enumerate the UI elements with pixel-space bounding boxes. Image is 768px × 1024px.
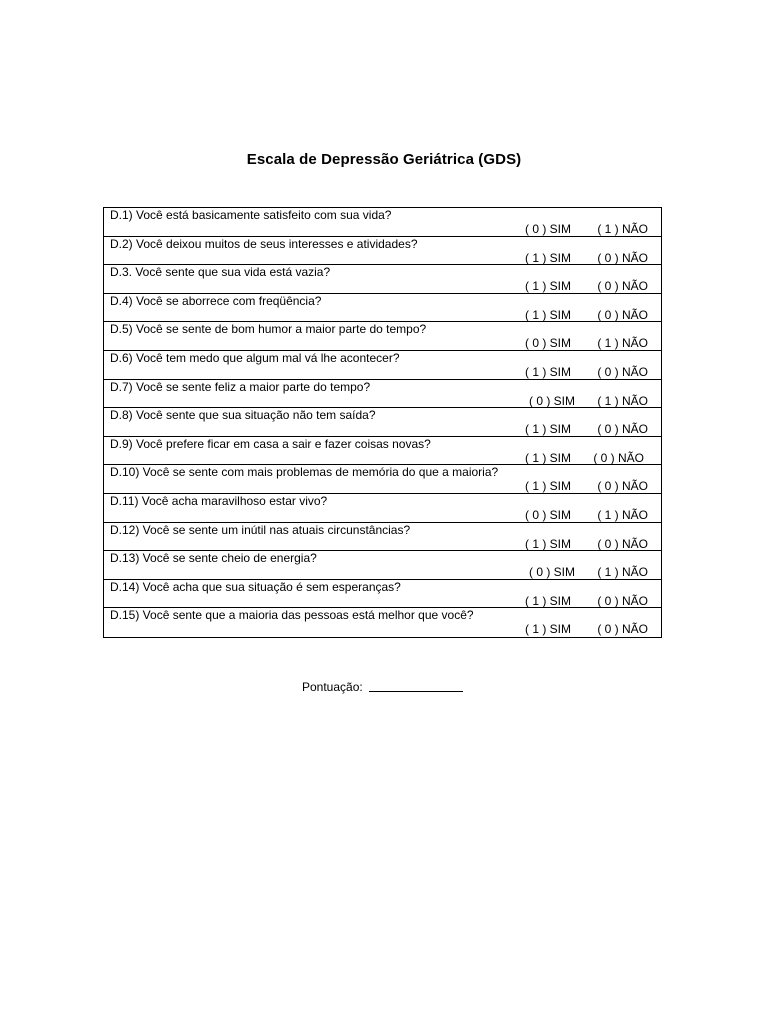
question-row <box>104 322 661 351</box>
question-text: D.1) Você está basicamente satisfeito com sua vida? <box>110 208 392 222</box>
answer-nao[interactable]: ( 0 ) NÃO <box>597 307 648 322</box>
question-text: D.3. Você sente que sua vida está vazia? <box>110 265 331 280</box>
answer-sim[interactable]: ( 1 ) SIM <box>524 307 571 322</box>
question-row <box>104 265 661 294</box>
answer-nao[interactable]: ( 0 ) NÃO <box>593 450 644 465</box>
score-line <box>302 680 463 694</box>
answer-sim[interactable]: ( 0 ) SIM <box>528 393 575 408</box>
answer-nao[interactable]: ( 1 ) NÃO <box>597 507 648 522</box>
question-row <box>104 351 661 380</box>
question-row <box>104 608 661 637</box>
answer-nao[interactable]: ( 1 ) NÃO <box>597 222 648 236</box>
question-row <box>104 465 661 494</box>
answer-nao[interactable]: ( 0 ) NÃO <box>597 536 648 551</box>
answer-sim[interactable]: ( 1 ) SIM <box>524 536 571 551</box>
question-text: D.14) Você acha que sua situação é sem esperanças? <box>110 579 401 594</box>
question-text: D.11) Você acha maravilhoso estar vivo? <box>110 493 328 508</box>
answer-sim[interactable]: ( 0 ) SIM <box>524 336 571 351</box>
question-row <box>104 437 661 466</box>
question-text: D.9) Você prefere ficar em casa a sair e fazer coisas novas? <box>110 436 431 451</box>
question-row <box>104 580 661 609</box>
score-blank-field[interactable] <box>369 691 463 692</box>
answer-nao[interactable]: ( 0 ) NÃO <box>597 622 648 637</box>
question-row <box>104 237 661 266</box>
question-text: D.10) Você se sente com mais problemas de memória do que a maioria? <box>110 465 499 480</box>
question-text: D.4) Você se aborrece com freqüência? <box>110 293 322 308</box>
answer-nao[interactable]: ( 1 ) NÃO <box>597 565 648 580</box>
question-row <box>104 523 661 552</box>
answer-sim[interactable]: ( 1 ) SIM <box>524 279 571 294</box>
answer-sim[interactable]: ( 1 ) SIM <box>524 593 571 608</box>
answer-sim[interactable]: ( 0 ) SIM <box>524 222 571 236</box>
question-row <box>104 380 661 409</box>
question-row <box>104 551 661 580</box>
question-text: D.6) Você tem medo que algum mal vá lhe acontecer? <box>110 350 400 365</box>
answer-sim[interactable]: ( 1 ) SIM <box>524 450 571 465</box>
answer-nao[interactable]: ( 0 ) NÃO <box>597 279 648 294</box>
answer-sim[interactable]: ( 1 ) SIM <box>524 364 571 379</box>
answer-nao[interactable]: ( 0 ) NÃO <box>597 479 648 494</box>
answer-nao[interactable]: ( 0 ) NÃO <box>597 422 648 437</box>
question-table <box>103 207 662 638</box>
answer-sim[interactable]: ( 0 ) SIM <box>528 565 575 580</box>
answer-nao[interactable]: ( 1 ) NÃO <box>597 336 648 351</box>
question-text: D.8) Você sente que sua situação não tem saída? <box>110 408 376 423</box>
answer-nao[interactable]: ( 0 ) NÃO <box>597 364 648 379</box>
question-row <box>104 294 661 323</box>
score-label: Pontuação: <box>302 680 363 694</box>
question-row <box>104 494 661 523</box>
answer-sim[interactable]: ( 1 ) SIM <box>524 622 571 637</box>
question-text: D.12) Você se sente um inútil nas atuais circunstâncias? <box>110 522 411 537</box>
answer-sim[interactable]: ( 1 ) SIM <box>524 422 571 437</box>
question-text: D.13) Você se sente cheio de energia? <box>110 551 317 566</box>
question-text: D.7) Você se sente feliz a maior parte do tempo? <box>110 379 371 394</box>
question-text: D.2) Você deixou muitos de seus interesses e atividades? <box>110 236 418 251</box>
page-title: Escala de Depressão Geriátrica (GDS) <box>246 151 522 168</box>
answer-sim[interactable]: ( 1 ) SIM <box>524 250 571 265</box>
question-row <box>104 408 661 437</box>
question-text: D.15) Você sente que a maioria das pessoas está melhor que você? <box>110 608 474 623</box>
question-row <box>104 208 661 237</box>
answer-nao[interactable]: ( 0 ) NÃO <box>597 250 648 265</box>
answer-nao[interactable]: ( 0 ) NÃO <box>597 593 648 608</box>
answer-sim[interactable]: ( 1 ) SIM <box>524 479 571 494</box>
question-text: D.5) Você se sente de bom humor a maior parte do tempo? <box>110 322 427 337</box>
answer-nao[interactable]: ( 1 ) NÃO <box>597 393 648 408</box>
answer-sim[interactable]: ( 0 ) SIM <box>524 507 571 522</box>
